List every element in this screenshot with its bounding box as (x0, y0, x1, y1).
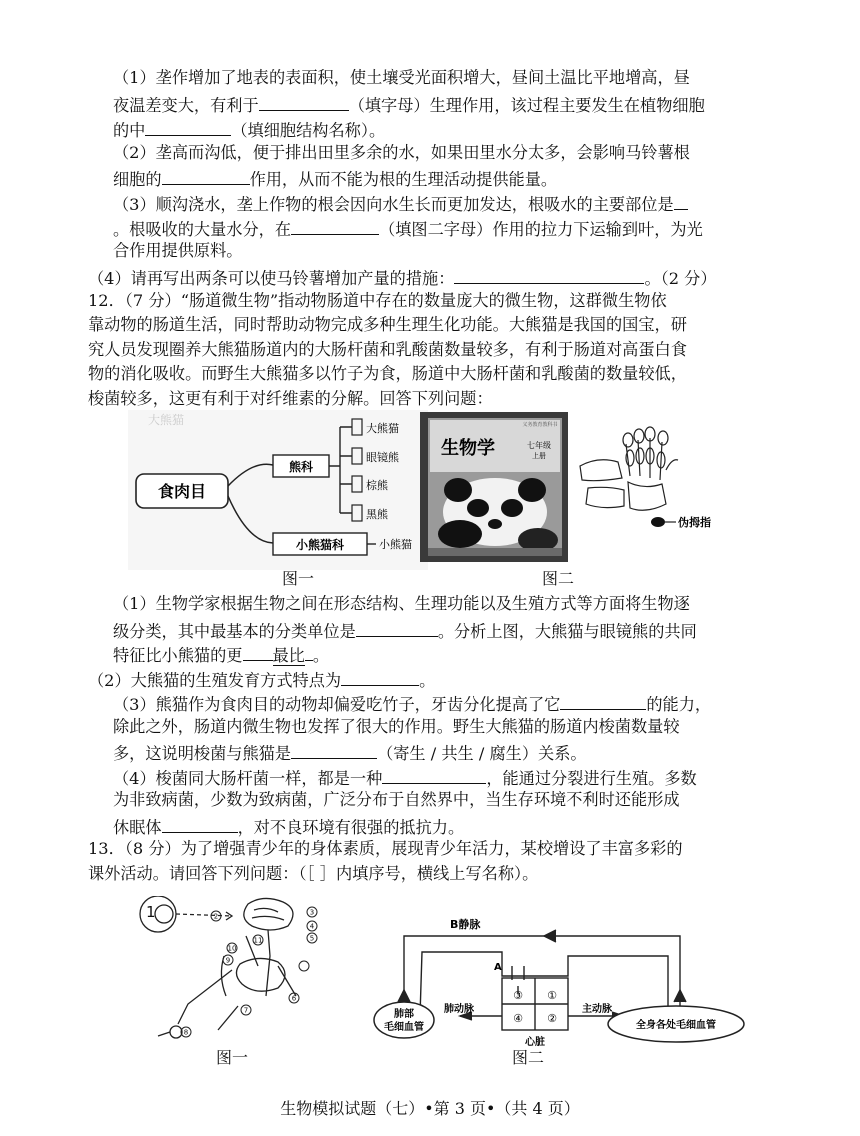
text: 。分析上图，大熊猫与眼镜熊的共同 (437, 622, 697, 641)
text: （2）大熊猫的生殖发育方式特点为 (88, 671, 342, 690)
text: 的中 (113, 121, 146, 140)
text: 的能力， (646, 695, 712, 714)
svg-text:上册: 上册 (532, 452, 546, 460)
text: 级分类，其中最基本的分类单位是 (113, 622, 356, 641)
chamber-2: ② (547, 1012, 557, 1025)
svg-text:11: 11 (253, 936, 263, 945)
label-pulmonary-artery: 肺动脉 (444, 1004, 474, 1015)
q12-s4-line1 (113, 765, 697, 790)
svg-text:七年级: 七年级 (527, 441, 551, 450)
svg-text:5: 5 (309, 934, 315, 943)
q13-figure1-caption: 图一 (216, 1048, 249, 1067)
text: （填图二字母）作用的拉力下运输到叶，为光 (379, 220, 703, 239)
svg-text:3: 3 (309, 908, 315, 917)
tree-branch1-label: 熊科 (288, 460, 314, 474)
q13-line2: 课外活动。请回答下列问题：（［ ］内填序号，横线上写名称）。 (88, 864, 539, 883)
answer-blank[interactable] (145, 117, 231, 136)
answer-blank[interactable] (356, 618, 438, 637)
q11-p4 (88, 265, 717, 290)
text: （4）梭菌同大肠杆菌一样，都是一种 (113, 769, 383, 788)
q11-p2-line1: （2）垄高而沟低，便于排出田里多余的水，如果田里水分太多，会影响马铃薯根 (113, 143, 690, 162)
q12-s1-line3 (113, 642, 329, 667)
answer-blank[interactable] (243, 642, 273, 661)
q12-s2 (88, 667, 435, 692)
tree-branch2-label: 小熊猫科 (295, 538, 345, 552)
tree-leaf-black-bear: 黑熊 (366, 508, 388, 521)
text: 。 (419, 671, 436, 690)
answer-blank[interactable] (560, 691, 646, 710)
q13-figure1-nervous-system (128, 896, 338, 1046)
q12-figure1-caption: 图一 (282, 569, 315, 588)
svg-text:10: 10 (227, 944, 237, 953)
q13-line1: 13．（8 分）为了增强青少年的身体素质，展现青少年活力，某校增设了丰富多彩的 (88, 839, 683, 858)
text: 细胞的 (113, 170, 162, 189)
text: （寄生 / 共生 / 腐生）关系。 (377, 744, 587, 763)
tree-leaf-red-panda: 小熊猫 (379, 538, 412, 551)
answer-blank[interactable] (382, 765, 486, 784)
svg-text:义务教育教科书: 义务教育教科书 (522, 422, 558, 428)
q12-line3: 究人员发现圈养大熊猫肠道内的大肠杆菌和乳酸菌数量较多，有利于肠道对高蛋白食 (88, 340, 687, 359)
q12-s3-line3 (113, 740, 587, 765)
svg-text:4: 4 (309, 922, 315, 931)
text: （4）请再写出两条可以使马铃薯增加产量的措施： (88, 269, 455, 288)
chamber-1: ① (547, 989, 557, 1002)
q12-figure2-caption: 图二 (542, 569, 575, 588)
q12-s1-line1: （1）生物学家根据生物之间在形态结构、生理功能以及生殖方式等方面将生物逐 (113, 594, 690, 613)
q12-s3-line2: 除此之外，肠道内微生物也发挥了很大的作用。野生大熊猫的肠道内梭菌数量较 (113, 717, 680, 736)
q12-figure2-panda-photo (420, 412, 568, 562)
answer-blank[interactable] (291, 216, 379, 235)
answer-blank[interactable] (674, 191, 688, 210)
label-aorta: 主动脉 (582, 1004, 612, 1015)
text: 多，这说明梭菌与熊猫是 (113, 744, 292, 763)
text: （填字母）生理作用，该过程主要发生在植物细胞 (348, 96, 705, 115)
text: 夜温差变大，有利于 (113, 96, 259, 115)
q12-line4: 物的消化吸收。而野生大熊猫多以竹子为食，肠道中大肠杆菌和乳酸菌的数量较低， (88, 364, 687, 383)
q12-figure1-classification-tree (128, 410, 428, 570)
q12-line5: 梭菌较多，这更有利于对纤维素的分解。回答下列问题： (88, 389, 493, 408)
label-heart: 心脏 (525, 1037, 545, 1048)
svg-text:6: 6 (291, 994, 297, 1003)
answer-blank[interactable] (305, 642, 313, 661)
text: 。 (312, 646, 330, 665)
svg-text:大熊猫: 大熊猫 (148, 413, 185, 427)
q12-s4-line3 (113, 814, 464, 839)
q11-p3-line1 (113, 191, 688, 216)
text: ，能通过分裂进行生殖。多数 (486, 769, 697, 788)
chamber-4: ④ (513, 1012, 523, 1025)
pseudo-thumb-label: 伪拇指 (678, 516, 711, 529)
label-lung-capillaries-1: 肺部 (394, 1009, 414, 1020)
text: （3）熊猫作为食肉目的动物却偏爱吃竹子，牙齿分化提高了它 (113, 695, 561, 714)
q12-s4-line2: 为非致病菌，少数为致病菌，广泛分布于自然界中，当生存环境不利时还能形成 (113, 790, 680, 809)
q12-figure2-paw-skeleton (568, 418, 748, 538)
q11-p1-line2 (113, 92, 705, 117)
filled-answer: 最比 (272, 646, 305, 665)
q13-figure2-blood-circulation (368, 898, 748, 1048)
q13-figure2-caption: 图二 (512, 1048, 545, 1067)
book-title: 生物学 (441, 438, 495, 459)
text: 特征比小熊猫的更 (113, 646, 243, 665)
q12-s3-line1 (113, 691, 711, 716)
answer-blank[interactable] (259, 92, 349, 111)
fig1-label-1: 1 (146, 903, 156, 921)
text: （填细胞结构名称）。 (231, 121, 386, 140)
q11-p1-line1: （1）垄作增加了地表的表面积，使土壤受光面积增大，昼间土温比平地增高，昼 (113, 68, 690, 87)
text: （3）顺沟浇水，垄上作物的根会因向水生长而更加发达，根吸水的主要部位是 (113, 195, 674, 214)
answer-blank[interactable] (454, 265, 644, 284)
tree-leaf-giant-panda: 大熊猫 (366, 422, 399, 435)
q11-p3-line3: 合作用提供原料。 (113, 241, 243, 260)
label-lung-capillaries-2: 毛细血管 (384, 1022, 424, 1033)
text: 休眠体 (113, 818, 162, 837)
label-b-vein: B静脉 (450, 918, 481, 931)
tree-leaf-brown-bear: 棕熊 (366, 479, 388, 492)
answer-blank[interactable] (341, 667, 419, 686)
text: 。（2 分） (644, 269, 717, 288)
label-body-capillaries: 全身各处毛细血管 (636, 1020, 716, 1031)
answer-blank[interactable] (162, 166, 250, 185)
tree-leaf-spectacled-bear: 眼镜熊 (366, 451, 399, 464)
q12-line2: 靠动物的肠道生活，同时帮助动物完成多种生理生化功能。大熊猫是我国的国宝，研 (88, 315, 687, 334)
q12-line1: 12．（7 分）“肠道微生物”指动物肠道中存在的数量庞大的微生物，这群微生物依 (88, 291, 667, 310)
text: 。根吸收的大量水分，在 (113, 220, 292, 239)
svg-text:9: 9 (225, 956, 231, 965)
text: 作用，从而不能为根的生理活动提供能量。 (249, 170, 558, 189)
svg-text:2: 2 (213, 912, 219, 921)
chamber-3: ③ (513, 989, 523, 1002)
text: ，对不良环境有很强的抵抗力。 (237, 818, 465, 837)
q11-p3-line2 (113, 216, 703, 241)
q11-p2-line2 (113, 166, 557, 191)
svg-text:8: 8 (183, 1028, 189, 1037)
label-a: A (494, 962, 502, 973)
answer-blank[interactable] (162, 814, 238, 833)
page-footer: 生物模拟试题（七）•第 3 页•（共 4 页） (280, 1099, 580, 1118)
answer-blank[interactable] (291, 740, 377, 759)
q11-p1-line3 (113, 117, 385, 142)
q12-s1-line2 (113, 618, 697, 643)
svg-text:7: 7 (243, 1006, 249, 1015)
tree-root-label: 食肉目 (157, 482, 207, 501)
